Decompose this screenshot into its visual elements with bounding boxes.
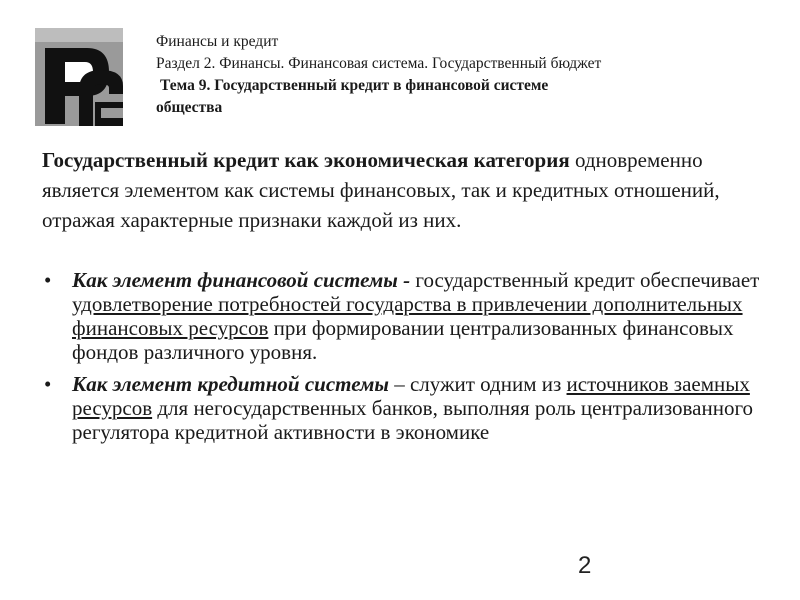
bullet2-text2: для негосударственных банков, выполняя роль централизованного регулятора кредитной активности в экономике <box>72 396 754 444</box>
bullet1-underlined: удовлетворение потребностей государства в привлечении дополнительных финансовых ресурсов <box>72 292 743 340</box>
intro-paragraph <box>42 145 782 235</box>
slide-header <box>156 31 776 119</box>
page-number: 2 <box>578 552 592 579</box>
bullet1-text1: государственный кредит обеспечивает <box>415 268 760 292</box>
course-title: Финансы и кредит <box>156 33 279 50</box>
bullet2-text1: служит одним из <box>409 372 567 396</box>
bullet-marker: • <box>44 372 52 396</box>
bullet1-separator: - <box>397 268 416 292</box>
intro-text: одновременно является элементом как системы финансовых, так и кредитных отношений, отражая характерные признаки каждой из них. <box>42 148 720 232</box>
topic-title <box>156 75 776 119</box>
bullet-list <box>42 268 782 452</box>
bullet2-underlined: источников заемных ресурсов <box>72 372 750 420</box>
bullet1-lead: Как элемент финансовой системы <box>72 268 398 292</box>
list-item <box>42 372 782 444</box>
intro-bold-text: Государственный кредит как экономическая категория <box>42 148 570 172</box>
section-title: Раздел 2. Финансы. Финансовая система. Государственный бюджет <box>156 55 602 72</box>
list-item <box>42 268 782 364</box>
bullet-marker: • <box>44 268 52 292</box>
bullet2-separator: – <box>388 372 410 396</box>
bullet1-text2: при формировании централизованных финансовых фондов различного уровня. <box>72 316 734 364</box>
topic-title-line2: общества <box>156 99 223 116</box>
topic-title-line1: Тема 9. Государственный кредит в финансовой системе <box>160 77 549 94</box>
publisher-logo-icon <box>35 28 123 126</box>
bullet2-lead: Как элемент кредитной системы <box>72 372 389 396</box>
